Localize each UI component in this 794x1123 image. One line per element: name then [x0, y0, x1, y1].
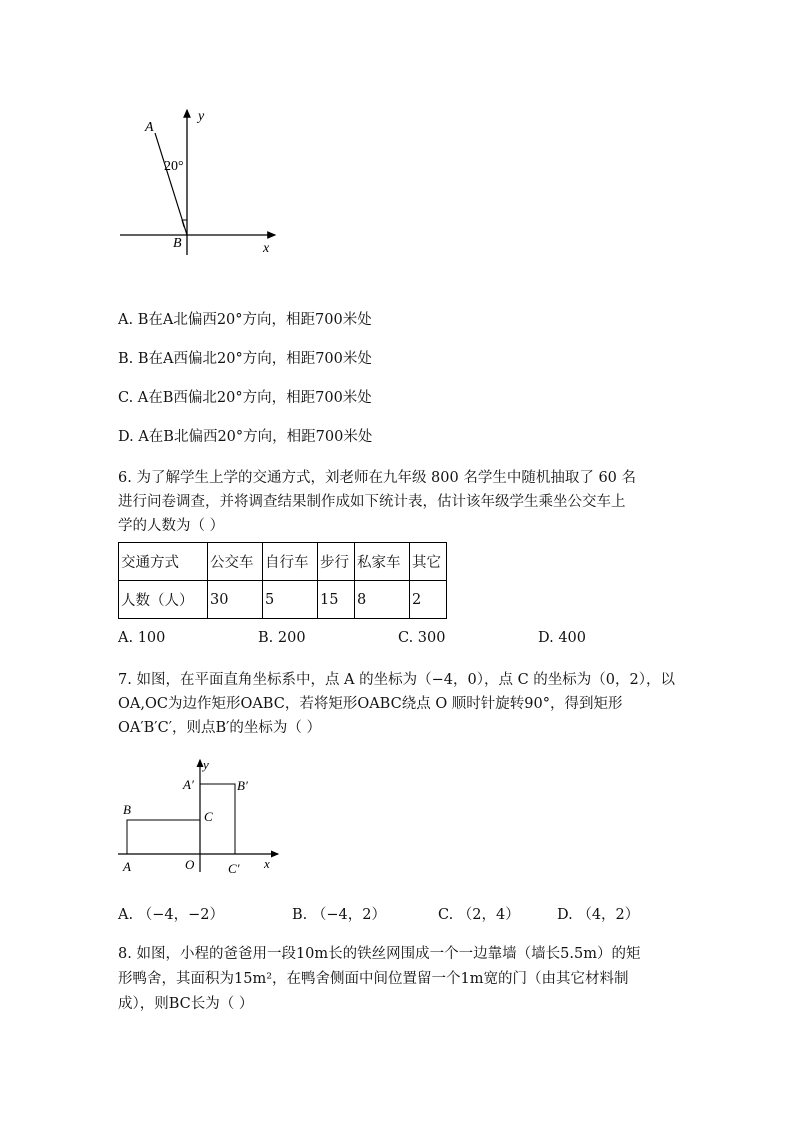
label-A-prime: A′	[183, 777, 194, 792]
table-header-row	[119, 543, 447, 581]
label-O: O	[185, 857, 195, 872]
rectangle-rotation-figure	[110, 752, 290, 882]
q7-option-b[interactable]: B. （−4，2）	[292, 907, 386, 923]
table-cell: 其它	[410, 543, 447, 581]
label-x: x	[264, 856, 270, 871]
q6-option-d[interactable]: D. 400	[538, 630, 587, 646]
q7-line-2: OA,OC为边作矩形OABC，若将矩形OABC绕点 O 顺时针旋转90°，得到矩形	[118, 696, 623, 712]
label-angle: 20°	[164, 159, 184, 174]
q6-line-3: 学的人数为（ ）	[118, 518, 225, 534]
q6-line-1: 6. 为了解学生上学的交通方式，刘老师在九年级 800 名学生中随机抽取了 60 名	[118, 470, 637, 486]
stats-table	[118, 542, 447, 619]
q5-option-b[interactable]: B. B在A西偏北20°方向，相距700米处	[118, 351, 372, 367]
q7-line-3: OA′B′C′，则点B′的坐标为（ ）	[118, 720, 322, 736]
q6-option-a[interactable]: A. 100	[118, 630, 166, 646]
q5-option-c[interactable]: C. A在B西偏北20°方向，相距700米处	[118, 390, 372, 406]
table-cell: 15	[318, 581, 355, 619]
label-C-prime: C′	[228, 861, 240, 876]
q8-line-2: 形鸭舍，其面积为15m²，在鸭舍侧面中间位置留一个1m宽的门（由其它材料制	[118, 971, 629, 987]
table-cell: 步行	[318, 543, 355, 581]
q5-option-a[interactable]: A. B在A北偏西20°方向，相距700米处	[118, 312, 372, 328]
q7-option-c[interactable]: C. （2，4）	[438, 907, 520, 923]
q7-option-d[interactable]: D. （4，2）	[557, 907, 640, 923]
label-x: x	[263, 241, 270, 256]
bearing-figure	[110, 100, 290, 260]
table-row	[119, 581, 447, 619]
label-B: B	[123, 802, 131, 817]
label-A: A	[123, 859, 131, 874]
q6-option-c[interactable]: C. 300	[398, 630, 446, 646]
table-cell: 自行车	[263, 543, 318, 581]
rectangle-OABC	[127, 820, 200, 854]
label-B: B	[173, 236, 182, 251]
table-cell: 私家车	[355, 543, 410, 581]
label-A: A	[145, 120, 154, 135]
q6-option-b[interactable]: B. 200	[258, 630, 306, 646]
q8-line-3: 成），则BC长为（ ）	[118, 996, 254, 1012]
table-cell: 5	[263, 581, 318, 619]
table-cell: 公交车	[208, 543, 263, 581]
table-cell: 交通方式	[119, 543, 208, 581]
q5-option-d[interactable]: D. A在B北偏西20°方向，相距700米处	[118, 429, 373, 445]
q8-line-1: 8. 如图，小程的爸爸用一段10m长的铁丝网围成一个一边靠墙（墙长5.5m）的矩	[118, 946, 641, 962]
label-C: C	[204, 809, 213, 824]
q7-option-a[interactable]: A. （−4，−2）	[118, 907, 224, 923]
label-y: y	[203, 757, 209, 772]
label-y: y	[198, 109, 205, 124]
label-B-prime: B′	[237, 778, 248, 793]
table-cell: 人数（人）	[119, 581, 208, 619]
q7-line-1: 7. 如图，在平面直角坐标系中，点 A 的坐标为（−4，0），点 C 的坐标为（0，2），以	[118, 672, 675, 688]
table-cell: 8	[355, 581, 410, 619]
table-cell: 2	[410, 581, 447, 619]
table-cell: 30	[208, 581, 263, 619]
q6-line-2: 进行问卷调查，并将调查结果制作成如下统计表，估计该年级学生乘坐公交车上	[118, 494, 626, 510]
